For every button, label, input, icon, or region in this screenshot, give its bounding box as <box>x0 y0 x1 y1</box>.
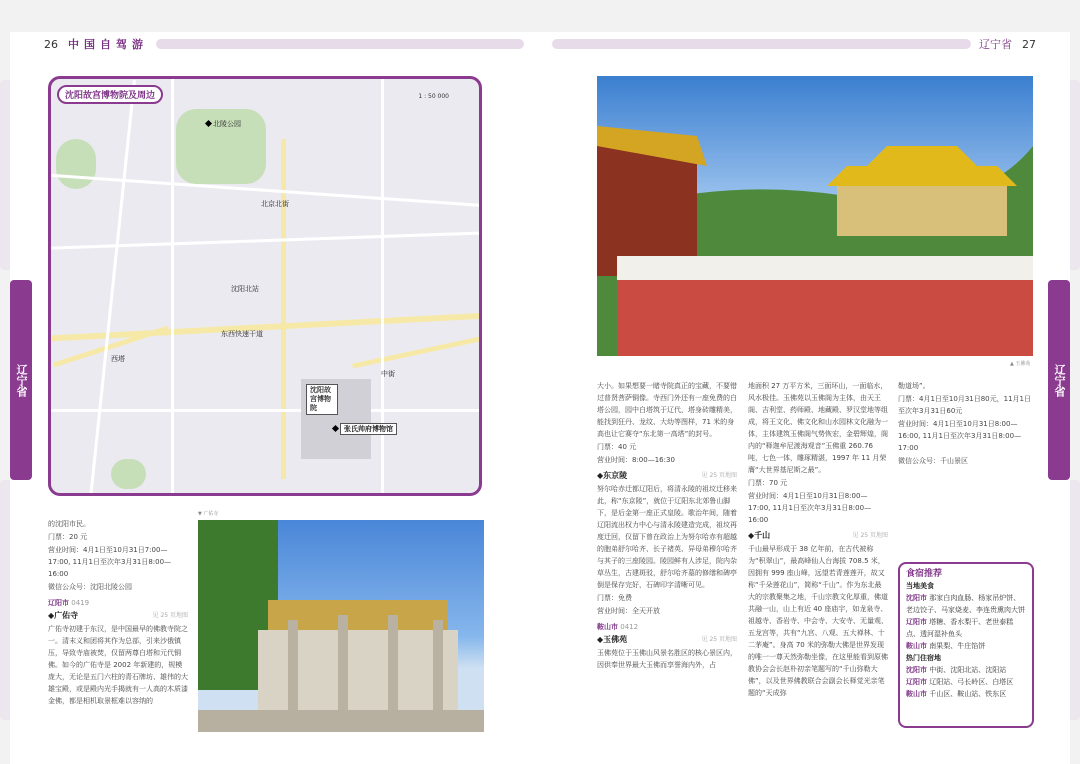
header-left <box>44 33 524 55</box>
food-stay-title: 热门住宿地 <box>906 654 941 662</box>
road-c <box>171 79 174 496</box>
road-label-2: 北京北街 <box>261 200 289 208</box>
food-eat-title: 当地美食 <box>906 582 934 590</box>
major-road-1 <box>51 313 482 342</box>
far-right-column-text: 勒道场”。 门票：4月1日至10月31日80元，11月1日至次年3月31日60元 营业时间：4月1日至10月31日8:00—16:00, 11月1日至次年3月31日8:00—17:00 微信公众号：千山景区 <box>898 382 1031 465</box>
pin-station: 沈阳北站 <box>231 285 259 293</box>
guangyou-temple-photo <box>198 520 484 732</box>
side-tab-right: 辽宁省 <box>1048 280 1070 480</box>
book-title: 中国自驾游 <box>68 38 148 51</box>
road-label-3: 中街 <box>381 370 395 378</box>
yufo-illustration <box>597 76 1033 356</box>
pin-zhangshi: 张氏帅府博物馆 <box>333 424 397 434</box>
province-title: 辽宁省 <box>979 38 1012 51</box>
park-area-small <box>56 139 96 189</box>
mid-column-text: 大小。如果想要一睹寺院真正的宝藏，不要错过普贤菩萨铜像。寺西门外还有一座免费的白塔公园，园中白塔筑于辽代，塔身砖雕精美，能找到狂丹、龙纹、大幼等图样，71 米的身高也让它赛夺“东北第一高塔”的封号。 门票：40 元 营业时间：8:00—16:30 ◆东京陵 见 25 页地图 努尔哈赤迁都辽阳后，将清永陵的祖坟迁移来此，称“东京陵”，就位于辽阳东北郊鲁山脚下，是后金第一座正式皇陵。歌治年间，随着辽阳流出权力中心与清永陵建造完成，祖坟再度迁回，仅留下曾在政治上为努尔哈赤有超越的胞弟舒尔哈齐、长子褚英、异母弟穆尔哈齐与其子的三座陵园。陵园鲜有人涉足，院内杂草丛生，古建斑驳，舒尔哈齐墓的修缮和碑亭倒是保存完好，石碑印字清晰可见。 门票：免费 营业时间：全天开放 鞍山市 0412 ◆玉佛苑 见 25 页地图 玉佛苑位于玉佛山风景名胜区的核心景区内，因供奉世界最大玉佛而享誉海内外，占 <box>597 382 737 669</box>
food-lodging-box: 食宿推荐 当地美食 沈阳市 那家白肉血肠、杨家吊炉饼、老边饺子、马家烧麦、李连贵熏肉大饼 辽阳市 塔糖、香水梨干、老世泰糕点、透河湿补鱼头 鞍山市 南果梨、牛庄馅饼 热门住宿地 沈阳市 中街、沈阳北站、沈阳站 辽阳市 辽阳站、弓长岭区、白塔区 鞍山市 千山区、鞍山站、铁东区 <box>898 562 1034 728</box>
caption-yufo: ▲ 玉佛苑 <box>1010 361 1031 367</box>
side-tab-left: 辽宁省 <box>10 280 32 480</box>
temple-gate-illustration <box>198 520 484 732</box>
pin-xita: 西塔 <box>111 355 125 363</box>
major-road-2 <box>352 335 482 369</box>
caption-guangyou: ▼ 广佑寺 <box>198 511 219 517</box>
left-column-text: 的沈阳市民。 门票：20 元 营业时间：4月1日至10月31日7:00—17:00, 11月1日至次年3月31日8:00—16:00 微信公众号：沈阳北陵公园 辽阳市 0419 ◆广佑寺 见 25 页地图 广佑寺初建于东汉，是中国最早的佛教寺院之一。清末义和团将其作为总部，引来沙俄镇压，导致寺庙被焚，仅留两尊白塔和元代铜佛。如今的广佑寺是 2002 年新建的，规模庞大，无论是五门六柱的青石牌坊、雄伟的大雄宝殿，或是殿内光手揭就有一人高的木质漆金佛，都是相机取景框难以容纳的 <box>48 520 188 705</box>
museum-label: 沈阳故宫博物院 <box>306 384 338 415</box>
page-number-right: 27 <box>1022 37 1036 51</box>
park-area-south <box>111 459 146 489</box>
yufo-garden-photo <box>597 76 1033 356</box>
pin-beiling: 北陵公园 <box>206 119 241 129</box>
map-scale: 1 : 50 000 <box>418 93 449 100</box>
road-label-1: 东西快速干道 <box>221 330 263 338</box>
page-number-left: 26 <box>44 37 58 51</box>
header-bar-left <box>156 39 524 49</box>
map-title: 沈阳故宫博物院及周边 <box>57 85 163 104</box>
food-box-title: 食宿推荐 <box>906 569 943 579</box>
road-b <box>51 409 482 412</box>
road-f <box>89 80 136 496</box>
city-map <box>48 76 482 496</box>
header-bar-right <box>552 39 971 49</box>
header-right <box>552 33 1036 55</box>
right-column-text: 地面积 27 万平方米，三面环山，一面临水，风水极佳。玉佛苑以玉佛阁为主体，由天王阁、吉利堂、药师殿、地藏殿、罗汉堂地等组成，将王文化、佛文化和山水园林文化融为一体，主体建筑玉佛阁气势恢宏，金碧辉煌，阁内的“释迦牟尼渡海观音”玉佛重 260.76 吨，七色一体，雕琢精湛，1997 年 11 月荣膺“大世界基尼斯之最”。 门票：70 元 营业时间：4月1日至10月31日8:00—17:00, 11月1日至次年3月31日8:00—16:00 ◆千山 见 25 页地图 千山最早形成于 38 亿年前，在古代被称为“积翠山”，最高峰仙人台海拔 708.5 米，因拥有 999 座山峰，远望若青莲莲开，故又称“千朵莲花山”，简称“千山”。作为东北最大的宗教聚集之地，千山宗教文化厚重，佛道共融一山，山上有近 40 座庙宇，如龙泉寺、祖越寺、香岩寺、中会寺、大安寺、无量观、五龙宫等，共有“九宫、八观、五大禅林、十二茅庵”。身高 70 米的弥勒大佛是世界发现的唯一一尊天然弥勒坐像，在这里能看到原佛教协会会长赵朴初亲笔题写的“千山弥勒大佛”，以及世界佛教联合会副会长释觉光亲笔题的“天成弥 <box>748 382 888 697</box>
